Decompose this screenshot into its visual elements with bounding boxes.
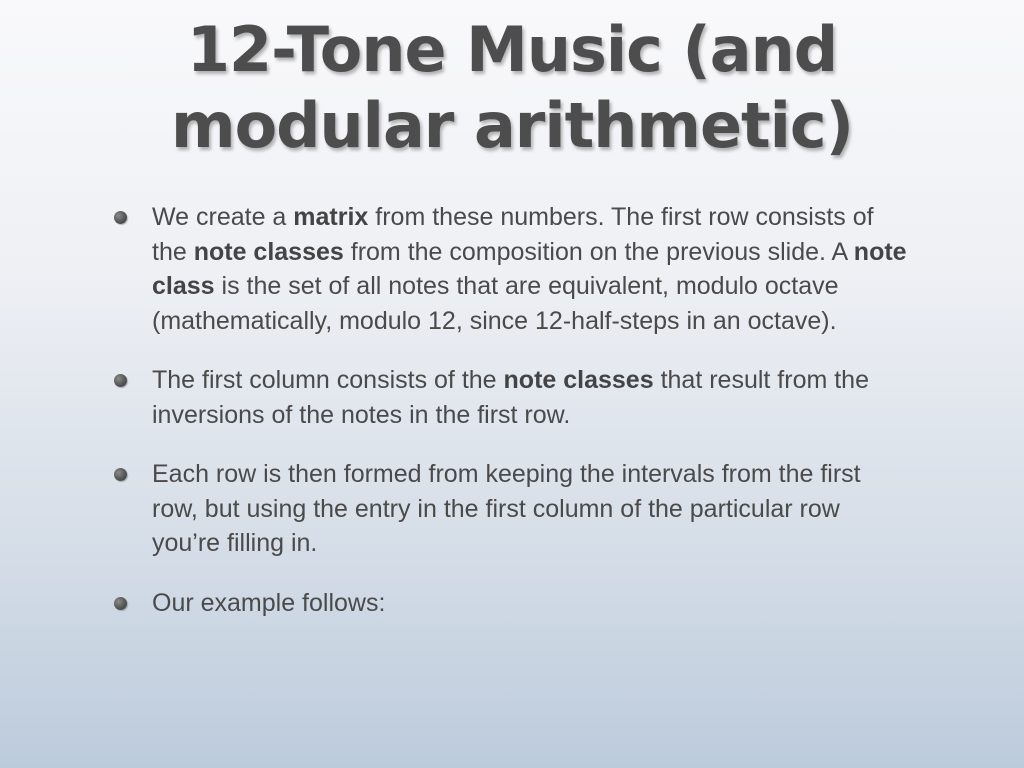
bullet-text	[152, 589, 385, 617]
bullet-segment: is the set of all notes that are equivalent, modulo octave (mathematically, modulo 12, since 12-half-steps in an octave).	[152, 272, 839, 335]
bullet-segment: from the composition on the previous slide. A	[343, 237, 854, 266]
bullet-item	[110, 200, 910, 338]
bullet-list	[110, 200, 910, 645]
round-bullet-icon	[114, 374, 127, 387]
title-line-2: modular arithmetic)	[170, 89, 854, 162]
bullet-item	[110, 457, 910, 561]
bullet-segment: from these numbers. The first row consists of the	[152, 203, 874, 266]
bullet-segment: that result from the inversions of the notes in the first row.	[152, 366, 869, 429]
bullet-segment: Each row is then formed from keeping the intervals from the first row, but using the entry in the first column of the particular row you’re filling in.	[152, 460, 861, 557]
bullet-segment: We create a	[152, 203, 294, 231]
round-bullet-icon	[114, 211, 127, 224]
bullet-segment: Our example follows:	[152, 588, 386, 617]
bullet-bold-term: note class	[152, 237, 907, 300]
bullet-item	[110, 586, 910, 621]
bullet-bold-term: note classes	[193, 237, 344, 266]
bullet-bold-term: matrix	[293, 203, 369, 231]
round-bullet-icon	[114, 597, 127, 610]
bullet-text	[152, 366, 869, 429]
bullet-item	[110, 363, 910, 432]
bullet-segment: The first column consists of the	[152, 366, 504, 394]
title-line-1: 12-Tone Music (and	[186, 13, 838, 86]
bullet-text	[152, 203, 907, 335]
round-bullet-icon	[114, 468, 127, 481]
bullet-text	[152, 460, 861, 557]
slide-title	[100, 12, 924, 164]
bullet-bold-term: note classes	[503, 366, 654, 394]
